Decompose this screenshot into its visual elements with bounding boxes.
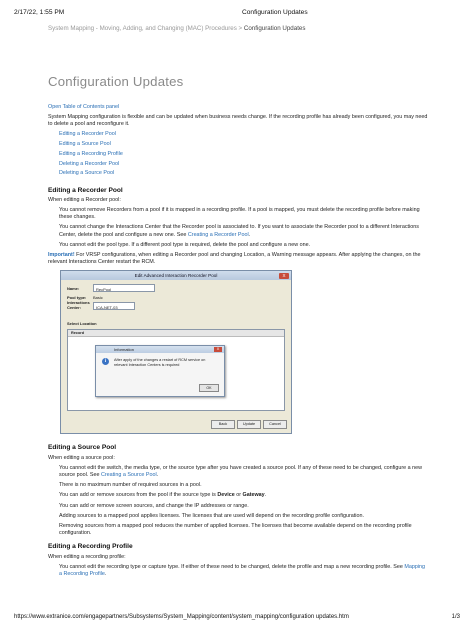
dialog-close-icon[interactable]: X — [279, 273, 289, 279]
edit-recorder-pool-dialog-screenshot — [60, 270, 292, 434]
gateway-term: Gateway — [242, 492, 265, 499]
recorder-pool-notes — [59, 207, 428, 249]
info-title: Information — [114, 347, 135, 353]
name-label: Name: — [67, 286, 80, 292]
dialog-title-bar — [61, 271, 291, 280]
creating-source-pool-link[interactable]: Creating a Source Pool — [100, 472, 157, 479]
intro-text: System Mapping configuration is flexible and can be updated when business needs change. If the recording profile has already been configured, you may need to delete a pool and reconfigure it. — [48, 113, 428, 127]
or-text: or — [234, 492, 243, 499]
source-pool-note-5: Adding sources to a mapped pool applies licenses. The licenses that are used will depend on the recording profile configuration. — [59, 512, 364, 519]
source-pool-note-4: You can add or remove screen sources, and change the IP addresses or range. — [59, 502, 249, 509]
print-footer — [14, 614, 460, 620]
source-pool-note-3-text: You can add or remove sources from the pool if the source type is — [59, 492, 218, 499]
toc-link-editing-recorder-pool[interactable]: Editing a Recorder Pool — [59, 131, 116, 138]
important-note — [48, 252, 428, 266]
toc-link-deleting-source-pool[interactable]: Deleting a Source Pool — [59, 170, 115, 177]
breadcrumb-current: Configuration Updates — [243, 25, 306, 32]
recording-profile-notes — [59, 564, 428, 578]
recorder-pool-note-3: You cannot edit the pool type. If a different pool type is required, delete the pool and configure a new one. — [59, 241, 311, 248]
open-toc-link[interactable]: Open Table of Contents panel — [48, 104, 120, 110]
recorder-pool-lead: When editing a Recorder pool: — [48, 196, 121, 203]
mapping-recording-profile-link[interactable]: Mapping a Recording Profile — [59, 563, 426, 578]
source-pool-note-2: There is no maximum number of required sources in a pool. — [59, 482, 202, 489]
device-term: Device — [217, 492, 235, 499]
recording-profile-note-1-text: You cannot edit the recording type or capture type. If either of these need to be changed, delete the profile and map a new recording profile. See — [59, 563, 405, 570]
source-pool-lead: When editing a source pool: — [48, 454, 115, 461]
article-body — [48, 104, 428, 581]
creating-recorder-pool-link[interactable]: Creating a Recorder Pool — [187, 231, 249, 238]
toc-link-editing-source-pool[interactable]: Editing a Source Pool — [59, 141, 111, 147]
section-heading-recording-profile: Editing a Recording Profile — [48, 543, 133, 551]
interactions-center-label: Interactions Center: — [67, 300, 90, 310]
print-title: Configuration Updates — [242, 9, 308, 16]
source-pool-note-3-end: . — [264, 492, 267, 499]
recording-profile-note-1 — [59, 564, 428, 578]
source-pool-note-1 — [59, 465, 428, 479]
source-pool-note-6: Removing sources from a mapped pool reduces the number of applied licenses. The licenses that become available depend on the recording profile configuration. — [59, 523, 412, 537]
source-pool-notes — [59, 465, 428, 538]
info-close-icon[interactable]: X — [214, 347, 222, 352]
interactions-center-value: ICA-NET-03 — [96, 304, 118, 310]
page-title: Configuration Updates — [48, 74, 184, 89]
section-heading-recorder-pool: Editing a Recorder Pool — [48, 186, 123, 194]
page-url: https://www.extranice.com/engagepartners/Subsystems/System_Mapping/content/system_mapping/configuration updates.htm — [14, 614, 349, 620]
source-pool-note-1-text: You cannot edit the switch, the media type, or the source type after you have created a source pool. If any of these need to be changed, configure a new source pool. See — [59, 464, 423, 479]
select-location-label: Select Location — [67, 321, 97, 327]
interactions-center-select[interactable] — [93, 302, 135, 310]
print-date: 2/17/22, 1:55 PM — [14, 9, 65, 16]
info-message: After apply of the changes a restart of RCM service on relevant Interaction Centers is required — [114, 358, 206, 368]
information-message-box — [95, 345, 225, 397]
dialog-title: Edit Advanced Interaction Recorder Pool — [134, 273, 218, 279]
recorder-pool-note-2-end: . — [248, 231, 251, 238]
breadcrumb — [48, 25, 305, 32]
toc-link-editing-recording-profile[interactable]: Editing a Recording Profile — [59, 150, 123, 157]
grid-header: Record — [68, 330, 284, 337]
back-button[interactable]: Back — [211, 420, 235, 429]
breadcrumb-parent-link[interactable]: System Mapping - Moving, Adding, and Changing (MAC) Procedures — [48, 25, 237, 32]
update-button[interactable]: Update — [237, 420, 261, 429]
recorder-pool-note-2-text: You cannot change the Interactions Center that the Recorder pool is associated to. If you want to associate the Recorder pool to a different Interactions Center, delete the pool and configure a new one. See — [59, 224, 419, 238]
source-pool-note-3 — [59, 492, 428, 499]
section-heading-source-pool: Editing a Source Pool — [48, 444, 117, 452]
toc-link-deleting-recorder-pool[interactable]: Deleting a Recorder Pool — [59, 160, 120, 167]
important-text: For VRSP configurations, when editing a Recorder pool and changing Location, a Warning message appears. After applying the changes, on the relevant Interactions Center restart the RCM. — [48, 252, 421, 266]
pool-type-label: Pool type: — [67, 295, 87, 301]
toc-list — [59, 131, 428, 177]
info-icon: i — [102, 358, 109, 365]
recorder-pool-note-1: You cannot remove Recorders from a pool if it is mapped in a recording profile. If a pool is mapped, you must delete the recording profile before making these changes. — [59, 207, 420, 221]
breadcrumb-separator: > — [236, 25, 244, 32]
recording-profile-lead: When editing a recording profile: — [48, 553, 126, 560]
recording-profile-note-1-end: . — [104, 571, 107, 578]
source-pool-note-1-end: . — [156, 472, 159, 479]
important-label: Important! — [48, 252, 75, 259]
recorder-pool-note-2 — [59, 224, 428, 238]
info-title-bar — [96, 346, 224, 353]
info-ok-button[interactable]: OK — [199, 384, 219, 392]
page-number: 1/3 — [451, 614, 460, 620]
cancel-button[interactable]: Cancel — [263, 420, 287, 429]
pool-type-value: Basic — [93, 295, 103, 301]
name-field-value: RecPool — [96, 286, 112, 292]
name-field[interactable] — [93, 284, 155, 292]
